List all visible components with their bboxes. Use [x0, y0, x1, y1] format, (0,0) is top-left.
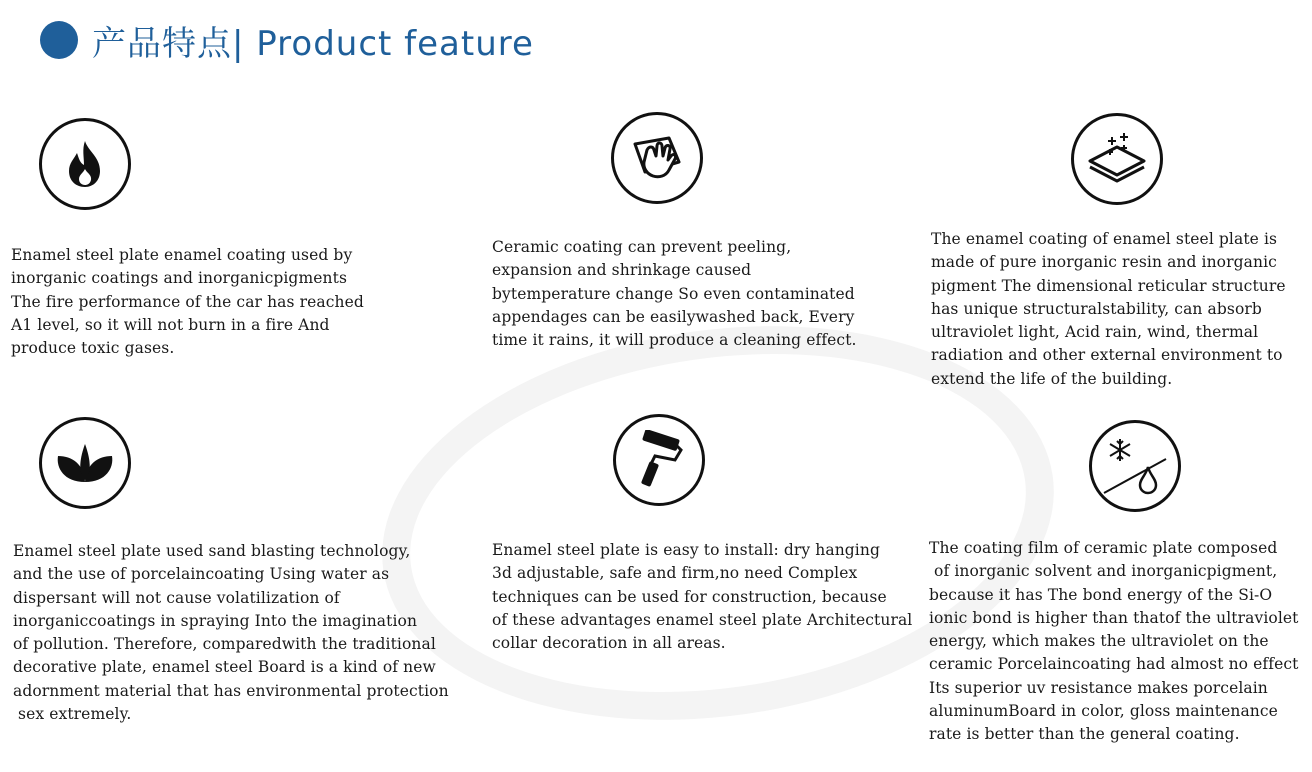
feature-text-cleaning: Ceramic coating can prevent peeling, expansion and shrinkage caused bytemperature change So even contaminated appendages can be easilywashed back, Every time it rains, it will produce a cleaning effect. — [492, 238, 857, 350]
cleaning-hand-icon — [611, 112, 703, 204]
header-bullet-dot — [40, 21, 78, 59]
feature-text-install: Enamel steel plate is easy to install: dry hanging 3d adjustable, safe and firm,no need Complex techniques can be used for construction, because of these advantages enamel steel plate Architectural collar decoration in all areas. — [492, 541, 913, 653]
layered-plate-icon — [1071, 113, 1163, 205]
page-title: 产品特点| Product feature — [92, 23, 534, 64]
leaves-icon — [39, 417, 131, 509]
snowflake-drop-icon — [1089, 420, 1181, 512]
paint-roller-icon — [613, 414, 705, 506]
feature-text-structure: The enamel coating of enamel steel plate is made of pure inorganic resin and inorganic pigment The dimensional reticular structure has unique structuralstability, can absorb ultraviolet light, Acid rain, wind, thermal radiation and other external environment to extend the life of the building. — [931, 230, 1286, 388]
feature-text-fire: Enamel steel plate enamel coating used by inorganic coatings and inorganicpigments The fire performance of the car has reached A1 level, so it will not burn in a fire And produce toxic gases. — [11, 246, 364, 358]
feature-text-environment: Enamel steel plate used sand blasting technology, and the use of porcelaincoating Using water as dispersant will not cause volatilization of inorganiccoatings in spraying Into the imagination of pollution. Therefore, comparedwith the traditional decorative plate, enamel steel Board is a kind of new adornment material that has environmental protection sex extremely. — [13, 542, 449, 724]
feature-text-uv-resistance: The coating film of ceramic plate composed of inorganic solvent and inorganicpigment, because it has The bond energy of the Si-O ionic bond is higher than thatof the ultraviolet energy, which makes the ultraviolet on the ceramic Porcelaincoating had almost no effect Its superior uv resistance makes porcelain aluminumBoard in color, gloss maintenance rate is better than the general coating. — [929, 539, 1299, 744]
flame-icon — [39, 118, 131, 210]
section-header — [40, 18, 534, 62]
